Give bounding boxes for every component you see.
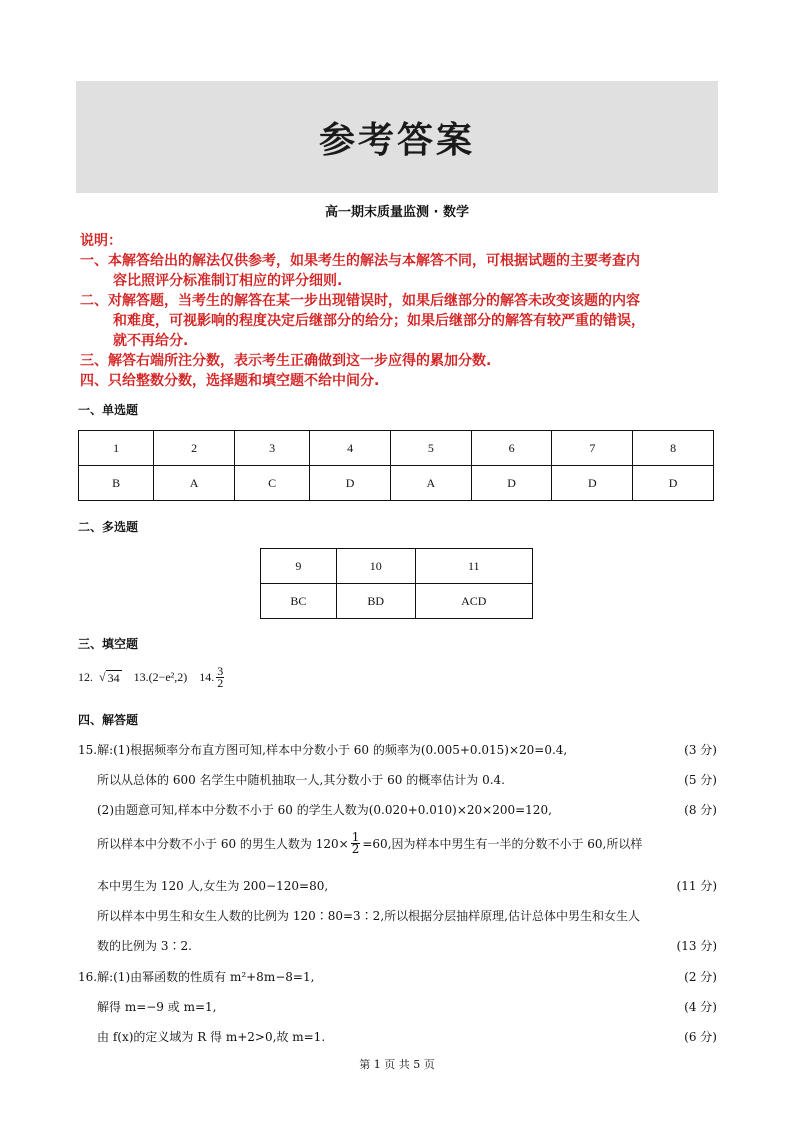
single-choice-heading: 一、单选题 xyxy=(78,403,139,417)
q15-line-4-start: 所以样本中分数不小于 60 的男生人数为 120× xyxy=(97,837,349,851)
q15-score-1: (3 分) xyxy=(684,743,717,757)
table-row xyxy=(261,584,533,619)
table-cell: 10 xyxy=(336,549,415,584)
table-cell: 1 xyxy=(79,431,154,466)
table-cell: D xyxy=(633,466,714,501)
q16-score-2: (4 分) xyxy=(684,1000,717,1014)
table-row xyxy=(261,549,533,584)
grading-notes xyxy=(80,231,720,391)
half-fraction xyxy=(351,832,361,855)
note-line: 一、本解答给出的解法仅供参考，如果考生的解法与本解答不同，可根据试题的主要考查内 xyxy=(80,253,640,269)
page-footer: 第 1 页 共 5 页 xyxy=(359,1058,435,1071)
table-cell: 7 xyxy=(552,431,633,466)
q15-line-5: 本中男生为 120 人,女生为 200−120=80, xyxy=(97,879,329,893)
q16-score-1: (2 分) xyxy=(684,970,717,984)
table-cell: B xyxy=(79,466,154,501)
table-cell: ACD xyxy=(415,584,532,619)
fraction-numerator: 1 xyxy=(351,830,360,844)
solutions-heading: 四、解答题 xyxy=(78,713,139,727)
fraction-denominator: 2 xyxy=(351,842,360,856)
q15-score-5: (11 分) xyxy=(676,879,717,893)
table-cell: 8 xyxy=(633,431,714,466)
note-line: 容比照评分标准制订相应的评分细则. xyxy=(113,273,343,289)
table-cell: BC xyxy=(261,584,337,619)
q16-line-1: 16.解:(1)由幂函数的性质有 m²+8m−8=1, xyxy=(78,970,315,984)
q14-fraction xyxy=(216,666,224,689)
q15-score-2: (5 分) xyxy=(684,773,717,787)
table-cell: 4 xyxy=(310,431,391,466)
table-cell: D xyxy=(471,466,552,501)
fill-blank-heading: 三、填空题 xyxy=(78,637,139,651)
multi-choice-table xyxy=(260,548,533,619)
table-cell: A xyxy=(391,466,472,501)
q16-score-3: (6 分) xyxy=(684,1030,717,1044)
table-cell: BD xyxy=(336,584,415,619)
exam-subtitle: 高一期末质量监测 · 数学 xyxy=(325,205,469,220)
fill-blank-answers xyxy=(78,666,226,689)
table-cell: 6 xyxy=(471,431,552,466)
q15-line-2: 所以从总体的 600 名学生中随机抽取一人,其分数小于 60 的概率估计为 0.4. xyxy=(97,773,505,787)
table-cell: 2 xyxy=(154,431,235,466)
table-cell: C xyxy=(235,466,310,501)
table-cell: D xyxy=(552,466,633,501)
fraction-numerator: 3 xyxy=(217,664,224,678)
q15-line-6: 所以样本中男生和女生人数的比例为 120∶80=3∶2,所以根据分层抽样原理,估计总体中男生和女生人 xyxy=(97,909,640,923)
note-line: 三、解答右端所注分数，表示考生正确做到这一步应得的累加分数. xyxy=(80,353,492,369)
sqrt-icon: √ xyxy=(99,670,106,684)
q15-line-3: (2)由题意可知,样本中分数不小于 60 的学生人数为(0.020+0.010)×20×200=120, xyxy=(97,803,552,817)
q16-line-3: 由 f(x)的定义域为 R 得 m+2>0,故 m=1. xyxy=(97,1030,326,1044)
banner-title: 参考答案 xyxy=(318,119,475,161)
fraction-denominator: 2 xyxy=(217,676,224,690)
table-cell: D xyxy=(310,466,391,501)
q14-label: 14. xyxy=(199,670,215,684)
notes-heading: 说明： xyxy=(80,233,122,249)
q16-line-2: 解得 m=−9 或 m=1, xyxy=(97,1000,217,1014)
single-choice-table xyxy=(78,430,714,501)
note-line: 二、对解答题，当考生的解答在某一步出现错误时，如果后继部分的解答未改变该题的内容 xyxy=(80,293,640,309)
title-banner xyxy=(76,81,718,193)
table-cell: 9 xyxy=(261,549,337,584)
q12-radicand: 34 xyxy=(107,670,120,685)
q15-line-1: 15.解:(1)根据频率分布直方图可知,样本中分数小于 60 的频率为(0.005+0.015)×20=0.4, xyxy=(78,743,568,757)
multi-choice-heading: 二、多选题 xyxy=(78,520,139,534)
q15-line-4 xyxy=(97,832,642,855)
table-cell: 11 xyxy=(415,549,532,584)
table-row xyxy=(79,431,714,466)
q12-label: 12. xyxy=(78,670,93,684)
q15-score-3: (8 分) xyxy=(684,803,717,817)
q15-line-4-end: =60,因为样本中男生有一半的分数不小于 60,所以样 xyxy=(362,837,643,851)
note-line: 四、只给整数分数，选择题和填空题不给中间分. xyxy=(80,373,380,389)
q15-line-7: 数的比例为 3∶2. xyxy=(97,939,192,953)
table-cell: A xyxy=(154,466,235,501)
note-line: 就不再给分. xyxy=(113,333,189,349)
table-cell: 5 xyxy=(391,431,472,466)
table-row xyxy=(79,466,714,501)
table-cell: 3 xyxy=(235,431,310,466)
q13-answer: 13.(2−e²,2) xyxy=(133,670,188,684)
note-line: 和难度，可视影响的程度决定后继部分的给分；如果后继部分的解答有较严重的错误， xyxy=(113,313,645,329)
q15-score-7: (13 分) xyxy=(676,939,717,953)
